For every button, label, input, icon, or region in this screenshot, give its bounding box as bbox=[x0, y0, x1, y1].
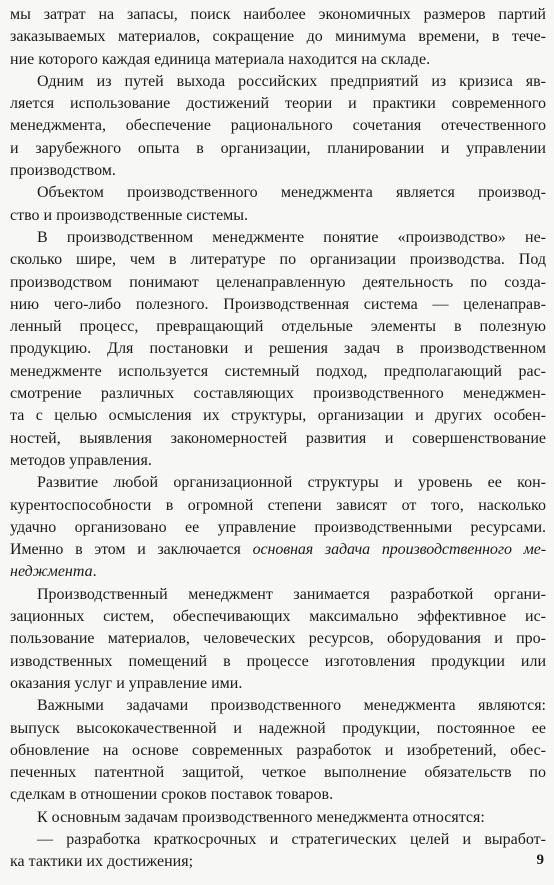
text-line bbox=[10, 450, 546, 472]
text-line-content: Именно в этом и заключается bbox=[10, 541, 253, 559]
emphasized-text: неджмента bbox=[10, 563, 93, 581]
text-line-content: выпуск высококачественной и надежной продукции, постоянное ее bbox=[10, 719, 546, 737]
text-line-content: ностей, выявления закономерностей развития и совершенствование bbox=[10, 429, 546, 447]
text-line-content: ленный процесс, превращающий отдельные элементы в полезную bbox=[10, 318, 546, 336]
body-text bbox=[10, 4, 546, 874]
text-line bbox=[10, 829, 546, 851]
text-line-content: В производственном менеджменте понятие «производство» не- bbox=[37, 228, 546, 246]
text-line bbox=[10, 272, 546, 294]
text-line-content: нию чего-либо полезного. Производственная система — целенаправ- bbox=[10, 295, 546, 313]
text-line bbox=[10, 182, 546, 204]
text-line bbox=[10, 49, 546, 71]
text-line-content: печенных патентной защитой, четкое выполнение обязательств по bbox=[10, 764, 546, 782]
text-line-content: сколько шире, чем в литературе по организации производства. Под bbox=[10, 251, 546, 269]
text-line bbox=[10, 762, 546, 784]
text-line-content: производством понимают целенаправленную деятельность по созда- bbox=[10, 273, 546, 291]
text-line-content: менеджменте используется системный подход, предполагающий рас- bbox=[10, 362, 546, 380]
text-line bbox=[10, 383, 546, 405]
text-line-content: смотрение различных составляющих производственного менеджмен- bbox=[10, 385, 546, 403]
text-line bbox=[10, 628, 546, 650]
text-line bbox=[10, 338, 546, 360]
text-line bbox=[10, 561, 546, 583]
text-line-content: Развитие любой организационной структуры и уровень ее кон- bbox=[37, 474, 546, 492]
text-line-content: ка тактики их достижения; bbox=[10, 853, 194, 871]
text-line-content: Одним из путей выхода российских предприятий из кризиса яв- bbox=[37, 72, 546, 90]
text-line-content: — разработка краткосрочных и стратегических целей и выработ- bbox=[37, 830, 546, 848]
text-line bbox=[10, 405, 546, 427]
text-line-content: продукцию. Для постановки и решения задач в производственном bbox=[10, 340, 546, 358]
text-line-content: изводственных помещений в процессе изготовления продукции или bbox=[10, 652, 546, 670]
text-line-content: Важными задачами производственного менеджмента являются: bbox=[37, 697, 546, 715]
text-line bbox=[10, 160, 546, 182]
text-line bbox=[10, 584, 546, 606]
text-line-content: К основным задачам производственного менеджмента относятся: bbox=[37, 808, 485, 826]
text-line-content: зационных систем, обеспечивающих максимально эффективное ис- bbox=[10, 608, 546, 626]
text-line bbox=[10, 651, 546, 673]
text-line bbox=[10, 93, 546, 115]
text-line bbox=[10, 851, 546, 873]
text-line-content: курентоспособности в огромной степени зависят от того, насколько bbox=[10, 496, 546, 514]
page-number: 9 bbox=[536, 852, 544, 868]
text-line bbox=[10, 718, 546, 740]
text-line-content: пользование материалов, человеческих ресурсов, оборудования и про- bbox=[10, 630, 546, 648]
text-line-tail: . bbox=[92, 563, 97, 581]
text-line bbox=[10, 4, 546, 26]
text-line bbox=[10, 316, 546, 338]
text-line-content: ство и производственные системы. bbox=[10, 206, 249, 224]
text-line-content: методов управления. bbox=[10, 451, 152, 469]
text-line bbox=[10, 472, 546, 494]
text-line-content: та с целью осмысления их структуры, организации и других особен- bbox=[10, 407, 546, 425]
text-line bbox=[10, 115, 546, 137]
text-line bbox=[10, 205, 546, 227]
text-line bbox=[10, 361, 546, 383]
text-line-content: мы затрат на запасы, поиск наиболее экономичных размеров партий bbox=[10, 6, 546, 23]
text-line bbox=[10, 695, 546, 717]
text-line bbox=[10, 428, 546, 450]
text-line bbox=[10, 71, 546, 93]
text-line-content: производством. bbox=[10, 162, 116, 180]
text-line bbox=[10, 807, 546, 829]
text-line bbox=[10, 740, 546, 762]
text-line bbox=[10, 138, 546, 160]
text-line-content: ляется использование достижений теории и практики современного bbox=[10, 95, 546, 113]
text-line-content: ние которого каждая единица материала находится на складе. bbox=[10, 50, 431, 68]
text-line bbox=[10, 606, 546, 628]
text-line bbox=[10, 784, 546, 806]
text-line-content: и зарубежного опыта в организации, планировании и управлении bbox=[10, 139, 546, 157]
text-line-content: Производственный менеджмент занимается разработкой органи- bbox=[37, 585, 546, 603]
text-line bbox=[10, 249, 546, 271]
text-line bbox=[10, 517, 546, 539]
text-line-content: оказания услуг и управление ими. bbox=[10, 674, 243, 692]
text-line-content: обновление на основе современных разработок и изобретений, обес- bbox=[10, 741, 546, 759]
text-line bbox=[10, 227, 546, 249]
text-line-content: менеджмента, обеспечение рационального сочетания отечественного bbox=[10, 117, 546, 135]
text-line bbox=[10, 673, 546, 695]
text-line-content: удачно организовано ее управление производственными ресурсами. bbox=[10, 518, 546, 536]
emphasized-text: основная задача производственного ме- bbox=[252, 541, 546, 559]
text-line-content: сделкам в отношении сроков поставок товаров. bbox=[10, 786, 334, 804]
text-line bbox=[10, 495, 546, 517]
text-line bbox=[10, 294, 546, 316]
text-line-content: Объектом производственного менеджмента является производ- bbox=[37, 184, 546, 202]
text-line bbox=[10, 539, 546, 561]
text-line-content: заказываемых материалов, сокращение до минимума времени, в тече- bbox=[10, 28, 546, 46]
text-line bbox=[10, 26, 546, 48]
